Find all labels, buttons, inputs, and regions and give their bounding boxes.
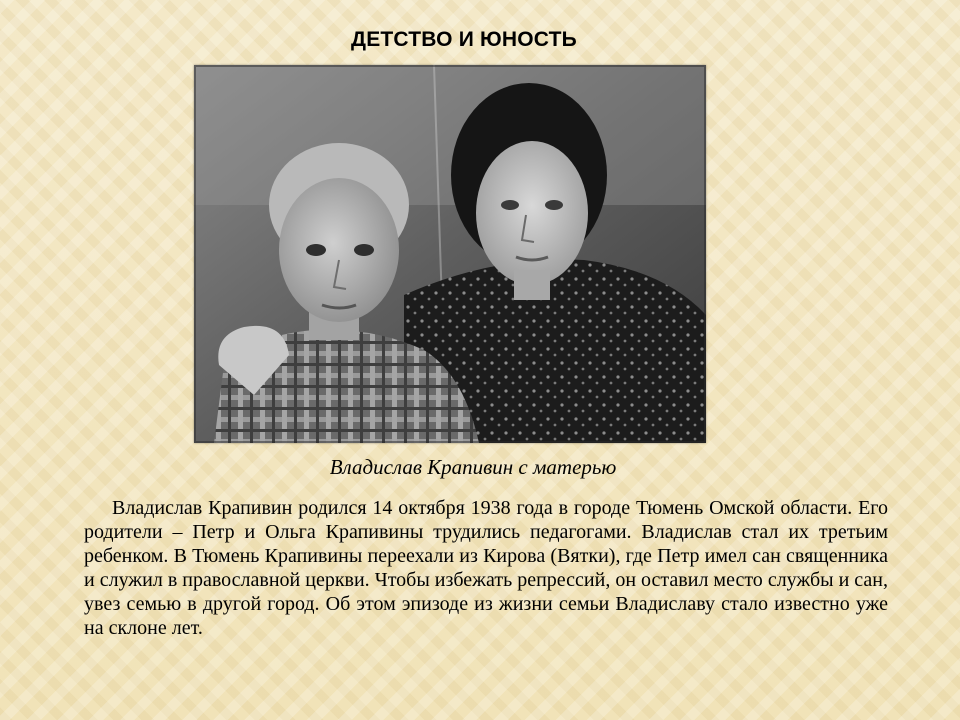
- photo-boy-with-mother: [194, 65, 706, 443]
- photo-caption: Владислав Крапивин с матерью: [329, 455, 617, 479]
- photo-illustration: [194, 65, 706, 443]
- slide-title: ДЕТСТВО И ЮНОСТЬ: [351, 28, 577, 51]
- biography-paragraph: Владислав Крапивин родился 14 октября 1938 года в городе Тюмень Омской области. Его родители – Петр и Ольга Крапивины трудились педагогами. Владислав стал их третьим ребенком. В Тюмень Крапивины переехали из Кирова (Вятки), где Петр имел сан священника и служил в православной церкви. Чтобы избежать репрессий, он оставил место службы и сан, увез семью в другой город. Об этом эпизоде из жизни семьи Владиславу стало известно уже на склоне лет.: [84, 497, 888, 639]
